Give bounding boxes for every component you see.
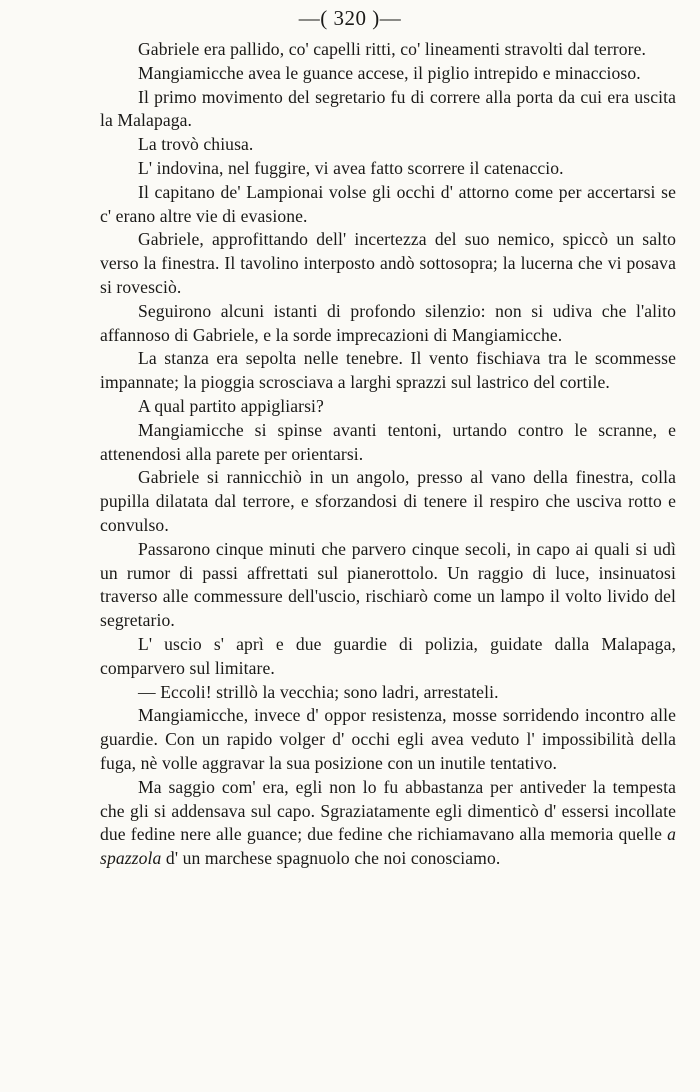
page-number-header: —( 320 )—	[298, 6, 402, 30]
paragraph: Passarono cinque minuti che parvero cinque secoli, in capo ai quali si udì un rumor di passi affrettati sul pianerottolo. Un raggio di luce, insinuatosi traverso alle commessure dell'uscio, rischiarò come un lampo il volto livido del segretario.	[100, 538, 676, 631]
final-paragraph-text: Ma saggio com' era, egli non lo fu abbastanza per antiveder la tempesta che gli si addensava sul capo. Sgraziatamente egli dimenticò d' essersi incollate due fedine nere alle guance; due fedine che richiamavano alla memoria quelle	[100, 776, 676, 845]
paragraph: A qual partito appigliarsi?	[138, 395, 324, 416]
final-paragraph	[100, 776, 676, 871]
paragraph: Mangiamicche, invece d' oppor resistenza, mosse sorridendo incontro alle guardie. Con un rapido volger d' occhi egli avea veduto l' impossibilità della fuga, nè volle aggravar la sua posizione con un inutile tentativo.	[100, 705, 676, 773]
paragraph: L' uscio s' aprì e due guardie di polizia, guidate dalla Malapaga, comparvero sul limitare.	[100, 633, 676, 678]
paragraph: Seguirono alcuni istanti di profondo silenzio: non si udiva che l'alito affannoso di Gabriele, e la sorde imprecazioni di Mangiamicche.	[100, 300, 676, 345]
paragraph: Gabriele si rannicchiò in un angolo, presso al vano della finestra, colla pupilla dilatata dal terrore, e sforzandosi di tenere il respiro che usciva rotto e convulso.	[100, 467, 676, 535]
paragraph: La trovò chiusa.	[138, 134, 254, 155]
italic-phrase: a spazzola	[100, 824, 677, 869]
paragraph: Il primo movimento del segretario fu di correre alla porta da cui era uscita la Malapaga.	[100, 86, 676, 131]
paragraph: L' indovina, nel fuggire, vi avea fatto scorrere il catenaccio.	[138, 157, 564, 178]
paragraph: Mangiamicche avea le guance accese, il piglio intrepido e minaccioso.	[138, 62, 641, 83]
paragraph: La stanza era sepolta nelle tenebre. Il vento fischiava tra le scommesse impannate; la pioggia scrosciava a larghi sprazzi sul lastrico del cortile.	[100, 348, 676, 393]
paragraph: Il capitano de' Lampionai volse gli occhi d' attorno come per accertarsi se c' erano altre vie di evasione.	[100, 181, 676, 226]
paragraph: — Eccoli! strillò la vecchia; sono ladri, arrestateli.	[138, 681, 499, 702]
paragraph: Gabriele era pallido, co' capelli ritti, co' lineamenti stravolti dal terrore.	[138, 39, 647, 59]
body-text	[100, 38, 676, 871]
paragraph: Gabriele, approfittando dell' incertezza del suo nemico, spiccò un salto verso la finestra. Il tavolino interposto andò sottosopra; la lucerna che vi posava si rovesciò.	[100, 229, 676, 297]
final-paragraph-tail: d' un marchese spagnuolo che noi conosciamo.	[161, 848, 501, 869]
paragraph: Mangiamicche si spinse avanti tentoni, urtando contro le scranne, e attenendosi alla parete per orientarsi.	[100, 419, 676, 464]
